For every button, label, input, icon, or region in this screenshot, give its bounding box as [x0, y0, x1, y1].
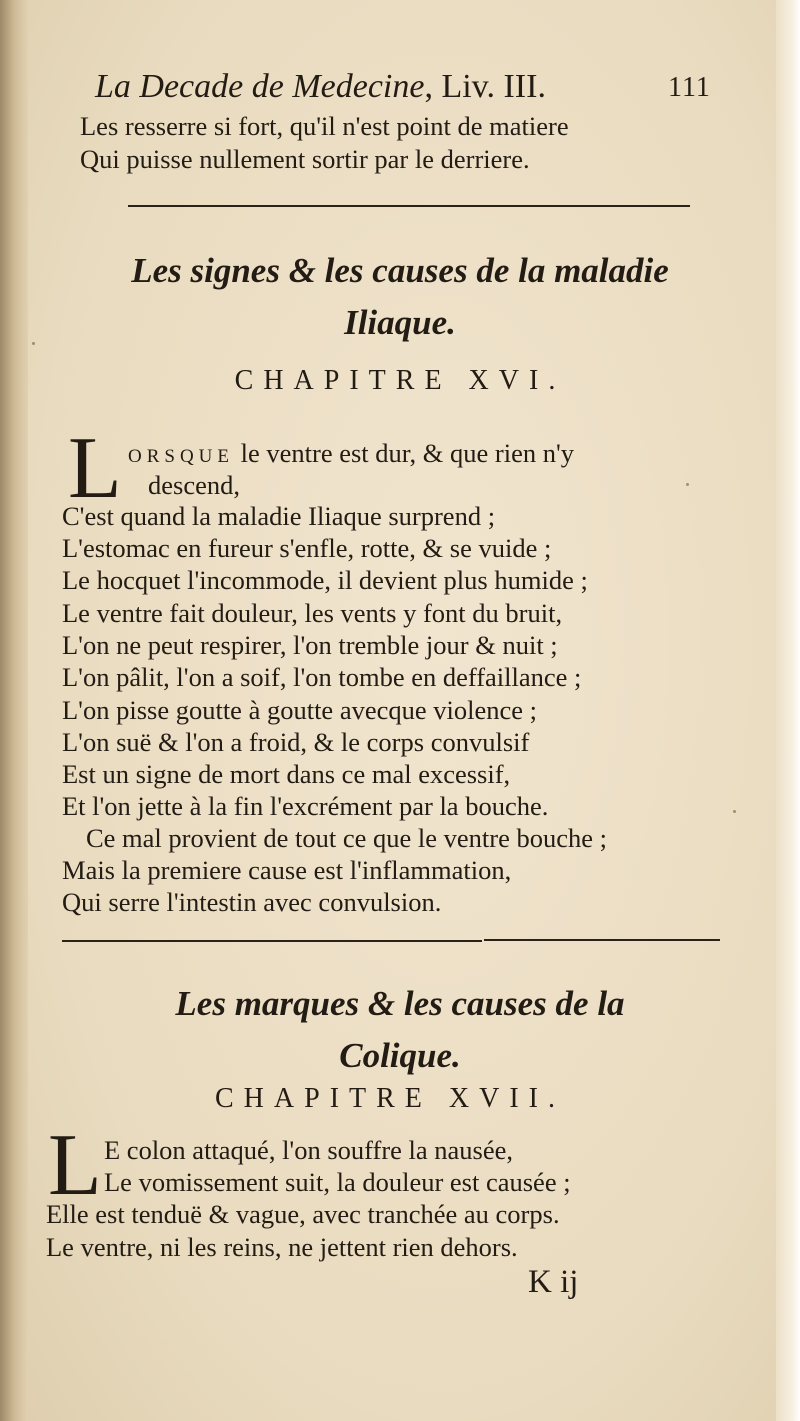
text-line: Mais la premiere cause est l'inflammation, [62, 855, 512, 885]
running-head [95, 68, 546, 106]
page-gutter-shadow [0, 0, 30, 1421]
section-title-line: Les marques & les causes de la [175, 984, 625, 1023]
running-head-book: , Liv. III. [424, 68, 546, 105]
section-title [30, 978, 770, 1082]
text-line: Le ventre fait douleur, les vents y font du bruit, [62, 598, 563, 628]
text-line: L'on ne peut respirer, l'on tremble jour & nuit ; [62, 630, 558, 660]
text-line: descend, [148, 470, 240, 500]
text-line: C'est quand la maladie Iliaque surprend ; [62, 501, 496, 531]
drop-cap: L [68, 420, 122, 517]
text-line: Et l'on jette à la fin l'excrément par la bouche. [62, 791, 549, 821]
chapter-heading: CHAPITRE XVII. [215, 1083, 565, 1114]
smallcaps-word: ORSQUE [128, 446, 235, 467]
text-line: E colon attaqué, l'on souffre la nausée, [104, 1135, 514, 1165]
signature-mark: K ij [528, 1264, 579, 1300]
drop-cap: L [48, 1117, 102, 1214]
chapter-heading: CHAPITRE XVI. [234, 365, 566, 396]
running-head-title: La Decade de Medecine [95, 68, 425, 105]
text-line-rest: le ventre est dur, & que rien n'y [234, 438, 575, 468]
text-line: Le hocquet l'incommode, il devient plus humide ; [62, 565, 588, 595]
text-line: Elle est tenduë & vague, avec tranchée au corps. [46, 1199, 560, 1229]
text-line: L'on pisse goutte à goutte avecque violence ; [62, 695, 537, 725]
text-line: Le ventre, ni les reins, ne jettent rien dehors. [46, 1232, 518, 1262]
section-title [50, 245, 750, 349]
paper-speck [32, 342, 35, 345]
text-line: Qui serre l'intestin avec convulsion. [62, 887, 442, 917]
text-line: Ce mal provient de tout ce que le ventre bouche ; [86, 823, 607, 853]
text-line: L'estomac en fureur s'enfle, rotte, & se vuide ; [62, 533, 552, 563]
text-line: Les resserre si fort, qu'il n'est point de matiere [80, 111, 569, 141]
section-title-line: Colique. [339, 1036, 461, 1075]
divider-rule [128, 205, 690, 207]
section-title-line: Iliaque. [344, 303, 456, 342]
paper-speck [686, 483, 689, 486]
section-title-line: Les signes & les causes de la maladie [131, 251, 669, 290]
text-line: Qui puisse nullement sortir par le derriere. [80, 144, 530, 174]
divider-rule [484, 939, 720, 941]
text-line: Est un signe de mort dans ce mal excessif, [62, 759, 511, 789]
page-edge [776, 0, 800, 1421]
text-line: L'on pâlit, l'on a soif, l'on tombe en deffaillance ; [62, 662, 582, 692]
text-line: L'on suë & l'on a froid, & le corps convulsif [62, 727, 530, 757]
divider-rule [62, 940, 482, 942]
text-line: Le vomissement suit, la douleur est causée ; [104, 1167, 571, 1197]
page-number: 111 [668, 72, 711, 103]
paper-speck [733, 810, 736, 813]
